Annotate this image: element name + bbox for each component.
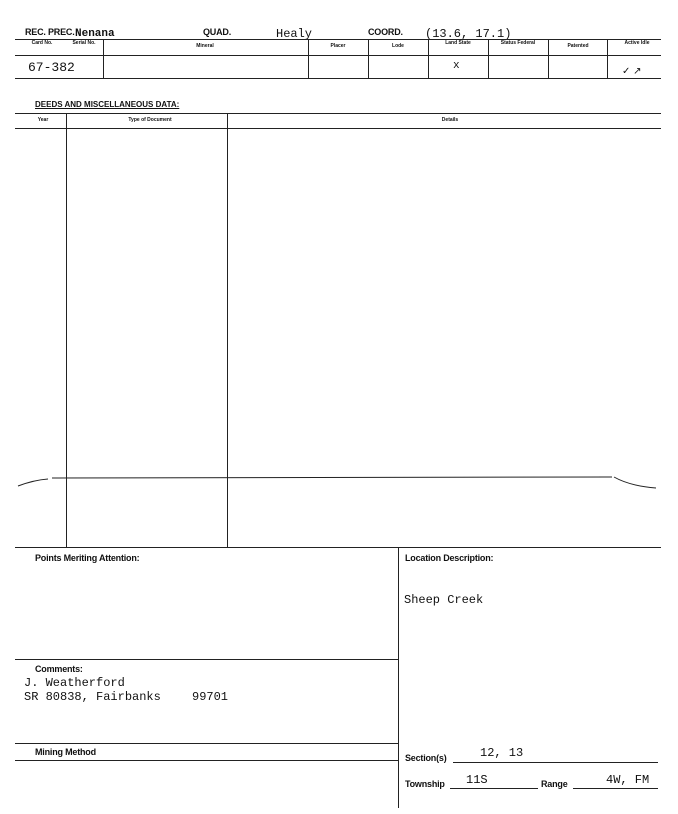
township-value: 11S <box>466 773 488 787</box>
col-header-land-state: Land State <box>445 40 471 46</box>
mining-top-rule <box>15 743 398 744</box>
location-label: Location Description: <box>405 553 494 563</box>
coord-label: COORD. <box>368 27 403 37</box>
sections-underline <box>453 762 658 763</box>
col-header-status-federal: Status Federal <box>500 40 536 46</box>
land-state-mark: x <box>453 60 460 72</box>
range-label: Range <box>541 779 568 789</box>
sections-label: Section(s) <box>405 753 447 763</box>
col-header-placer: Placer <box>330 43 346 49</box>
location-value: Sheep Creek <box>404 593 484 607</box>
bottom-panel-divider <box>398 548 399 808</box>
card-number-value: 67-382 <box>28 60 75 75</box>
range-underline <box>573 788 658 789</box>
col-divider <box>428 40 429 78</box>
mining-underline-rule <box>15 760 398 761</box>
active-idle-mark: ✓ ↗ <box>622 66 642 77</box>
deeds-col-details: Details <box>441 117 459 123</box>
range-value: 4W, FM <box>606 773 650 787</box>
rec-prec-value: Nenana <box>75 28 115 40</box>
deeds-heading: DEEDS AND MISCELLANEOUS DATA: <box>35 100 180 109</box>
claim-table-bottom-rule <box>15 78 661 79</box>
township-label: Township <box>405 779 445 789</box>
col-divider <box>368 40 369 78</box>
deeds-col-year: Year <box>37 117 49 123</box>
col-header-mineral: Mineral <box>196 43 214 49</box>
deeds-col-type: Type of Document <box>128 117 172 123</box>
col-header-active-idle: Active Idle <box>624 40 650 46</box>
points-label: Points Meriting Attention: <box>35 553 140 563</box>
col-header-card-no: Card No. <box>31 40 53 46</box>
coord-value: (13.6, 17.1) <box>425 27 512 41</box>
column-header-rule <box>15 55 661 56</box>
quad-label: QUAD. <box>203 27 231 37</box>
comments-line-2: SR 80838, Fairbanks <box>24 690 161 704</box>
mining-method-label: Mining Method <box>35 747 96 757</box>
col-divider <box>308 40 309 78</box>
header-top-rule <box>15 39 661 40</box>
col-divider <box>607 40 608 78</box>
comments-top-rule <box>15 659 398 660</box>
comments-zip: 99701 <box>192 690 229 704</box>
col-divider <box>488 40 489 78</box>
deeds-bottom-rule <box>15 547 661 548</box>
col-divider <box>103 40 104 78</box>
quad-value: Healy <box>276 27 313 41</box>
deeds-top-rule <box>15 113 661 114</box>
township-underline <box>450 788 538 789</box>
comments-label: Comments: <box>35 664 83 674</box>
col-header-patented: Patented <box>567 43 589 49</box>
col-divider <box>548 40 549 78</box>
deeds-header-rule <box>15 128 661 129</box>
comments-line-1: J. Weatherford <box>24 676 125 690</box>
page-break-marks <box>0 470 678 500</box>
col-header-serial-no: Serial No. <box>72 40 96 46</box>
col-header-lode: Lode <box>392 43 404 49</box>
sections-value: 12, 13 <box>480 746 524 760</box>
rec-prec-label: REC. PREC. <box>25 27 75 37</box>
